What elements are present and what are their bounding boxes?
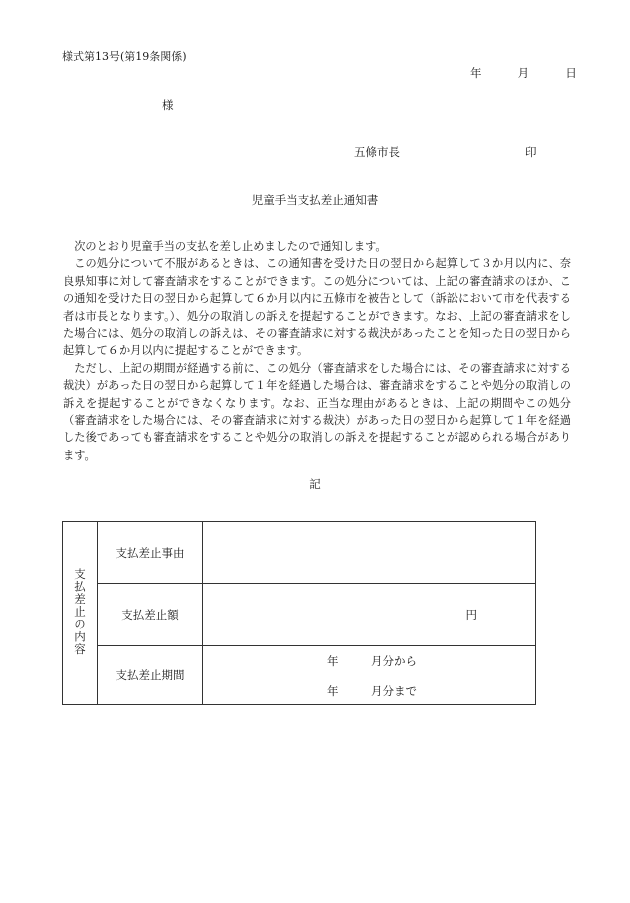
amount-unit: 円 [465,608,477,622]
date-month: 月 [517,66,530,80]
seal-mark: 印 [525,145,537,159]
period-to-year: 年 [327,684,339,698]
body-paragraph-1: 次のとおり児童手当の支払を差し止めましたので通知します。 [74,240,387,253]
period-from-line [327,653,417,669]
amount-label: 支払差止額 [98,584,203,646]
table-row [63,584,536,646]
side-heading-cell [63,522,98,705]
addressee-suffix: 様 [162,98,174,112]
details-table [62,521,536,705]
reason-value-field[interactable] [203,522,536,584]
date-year: 年 [470,66,482,80]
notice-body [63,238,571,464]
date-line [470,65,577,81]
body-paragraph-3: ただし、上記の期間が経過する前に、この処分（審査請求をした場合には、その審査請求に対する裁決）があった日の翌日から起算して１年を経過した場合は、審査請求をすることや処分の取消しの訴えを提起することができなくなります。なお、正当な理由があるときは、上記の期間やこの処分（審査請求をした場合には、その審査請求に対する裁決）があった日の翌日から起算して１年を経過した後であっても審査請求をすることや処分の取消しの訴えを提起することが認められる場合があります。 [63,361,571,462]
table-row [63,522,536,584]
period-to-suffix: 月分まで [371,684,417,698]
ki-heading: 記 [309,477,321,491]
side-heading: 支払差止の内容 [73,567,87,656]
table-row [63,646,536,705]
reason-label: 支払差止事由 [98,522,203,584]
period-from-suffix: 月分から [371,654,417,668]
issuer-name: 五條市長 [354,145,400,159]
body-paragraph-2: この処分について不服があるときは、この通知書を受けた日の翌日から起算して３か月以内に、奈良県知事に対して審査請求をすることができます。この処分については、上記の審査請求のほか、この通知を受けた日の翌日から起算して６か月以内に五條市を被告として（訴訟において市を代表する者は市長となります。）、処分の取消しの訴えを提起することができます。なお、上記の審査請求をした場合には、処分の取消しの訴えは、その審査請求に対する裁決があったことを知った日の翌日から起算して６か月以内に提起することができます。 [63,257,571,358]
period-from-year: 年 [327,654,339,668]
form-number: 様式第13号(第19条関係) [62,50,187,63]
amount-value-field[interactable] [203,584,536,646]
period-value-field[interactable] [203,646,536,705]
document-title: 児童手当支払差止通知書 [251,193,379,207]
period-to-line [327,683,417,699]
date-day: 日 [565,66,577,80]
period-label: 支払差止期間 [98,646,203,705]
